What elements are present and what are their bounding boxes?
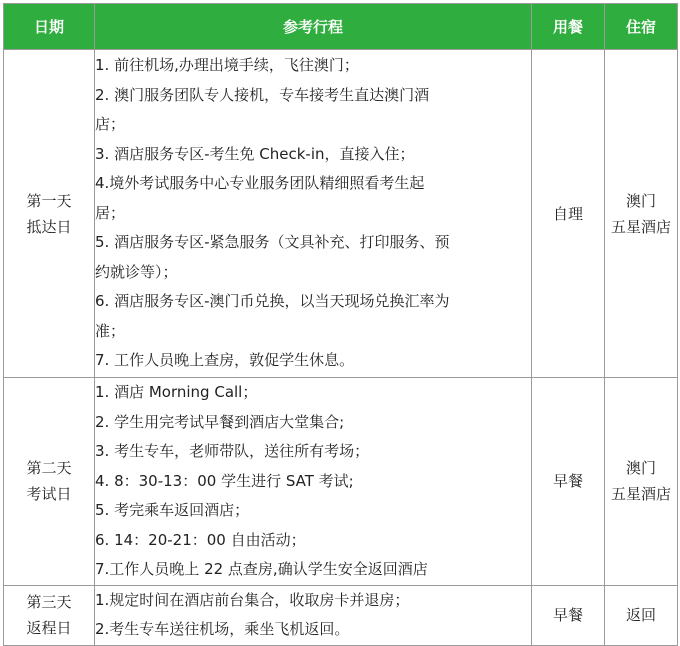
header-date: 日期 (4, 4, 95, 50)
plan-cell (95, 378, 532, 586)
stay-line: 澳门 (625, 191, 656, 210)
header-itinerary: 参考行程 (95, 4, 532, 50)
meal-cell: 早餐 (532, 378, 605, 586)
plan-line: 1. 前往机场,办理出境手续，飞往澳门； (95, 56, 359, 75)
day-cell (4, 50, 95, 378)
plan-line: 6. 14：20-21：00 自由活动； (95, 530, 306, 549)
plan-line: 居； (95, 203, 126, 222)
stay-line: 澳门 (625, 459, 656, 478)
plan-line: 1.规定时间在酒店前台集合，收取房卡并退房； (95, 590, 410, 609)
plan-line: 准； (95, 321, 126, 340)
header-row (4, 4, 678, 50)
plan-line: 约就诊等）； (95, 262, 178, 281)
plan-line: 4. 8：30-13：00 学生进行 SAT 考试; (95, 471, 354, 490)
plan-line: 1. 酒店 Morning Call； (95, 383, 258, 401)
plan-cell (95, 585, 532, 645)
plan-line: 3. 考生专车，老师带队，送往所有考场； (95, 442, 370, 460)
meal-cell: 自理 (532, 50, 605, 378)
plan-line: 2. 澳门服务团队专人接机，专车接考生直达澳门酒 (95, 85, 430, 104)
meal-cell: 早餐 (532, 585, 605, 645)
day-cell (4, 378, 95, 586)
plan-line: 4.境外考试服务中心专业服务团队精细照看考生起 (95, 174, 425, 193)
plan-line: 7. 工作人员晚上查房，敦促学生休息。 (95, 351, 355, 370)
plan-line: 5. 酒店服务专区-紧急服务（文具补充、打印服务、预 (95, 233, 450, 252)
day-type: 返程日 (26, 619, 72, 637)
plan-line: 2.考生专车送往机场，乘坐飞机返回。 (95, 620, 350, 638)
plan-line: 5. 考完乘车返回酒店； (95, 501, 250, 519)
itinerary-table (3, 3, 678, 646)
table-row (4, 585, 678, 645)
day-label: 第二天 (26, 459, 72, 478)
plan-line: 6. 酒店服务专区-澳门币兑换，以当天现场兑换汇率为 (95, 292, 450, 311)
table-row (4, 50, 678, 378)
plan-line: 3. 酒店服务专区-考生免 Check-in，直接入住； (95, 144, 415, 163)
day-label: 第三天 (26, 593, 72, 611)
plan-cell (95, 50, 532, 378)
stay-cell (605, 585, 678, 645)
plan-line: 2. 学生用完考试早餐到酒店大堂集合; (95, 412, 345, 431)
stay-cell (605, 378, 678, 586)
stay-cell (605, 50, 678, 378)
stay-line: 五星酒店 (610, 217, 671, 236)
table-header (4, 4, 678, 50)
header-meal: 用餐 (532, 4, 605, 50)
stay-line: 五星酒店 (610, 485, 671, 504)
day-cell (4, 585, 95, 645)
table-row (4, 378, 678, 586)
plan-line: 店； (95, 115, 126, 134)
stay-line: 返回 (625, 606, 656, 624)
plan-line: 7.工作人员晚上 22 点查房,确认学生安全返回酒店 (95, 560, 428, 578)
day-type: 抵达日 (26, 217, 72, 236)
header-accommodation: 住宿 (605, 4, 678, 50)
day-label: 第一天 (26, 191, 72, 210)
day-type: 考试日 (26, 485, 72, 504)
